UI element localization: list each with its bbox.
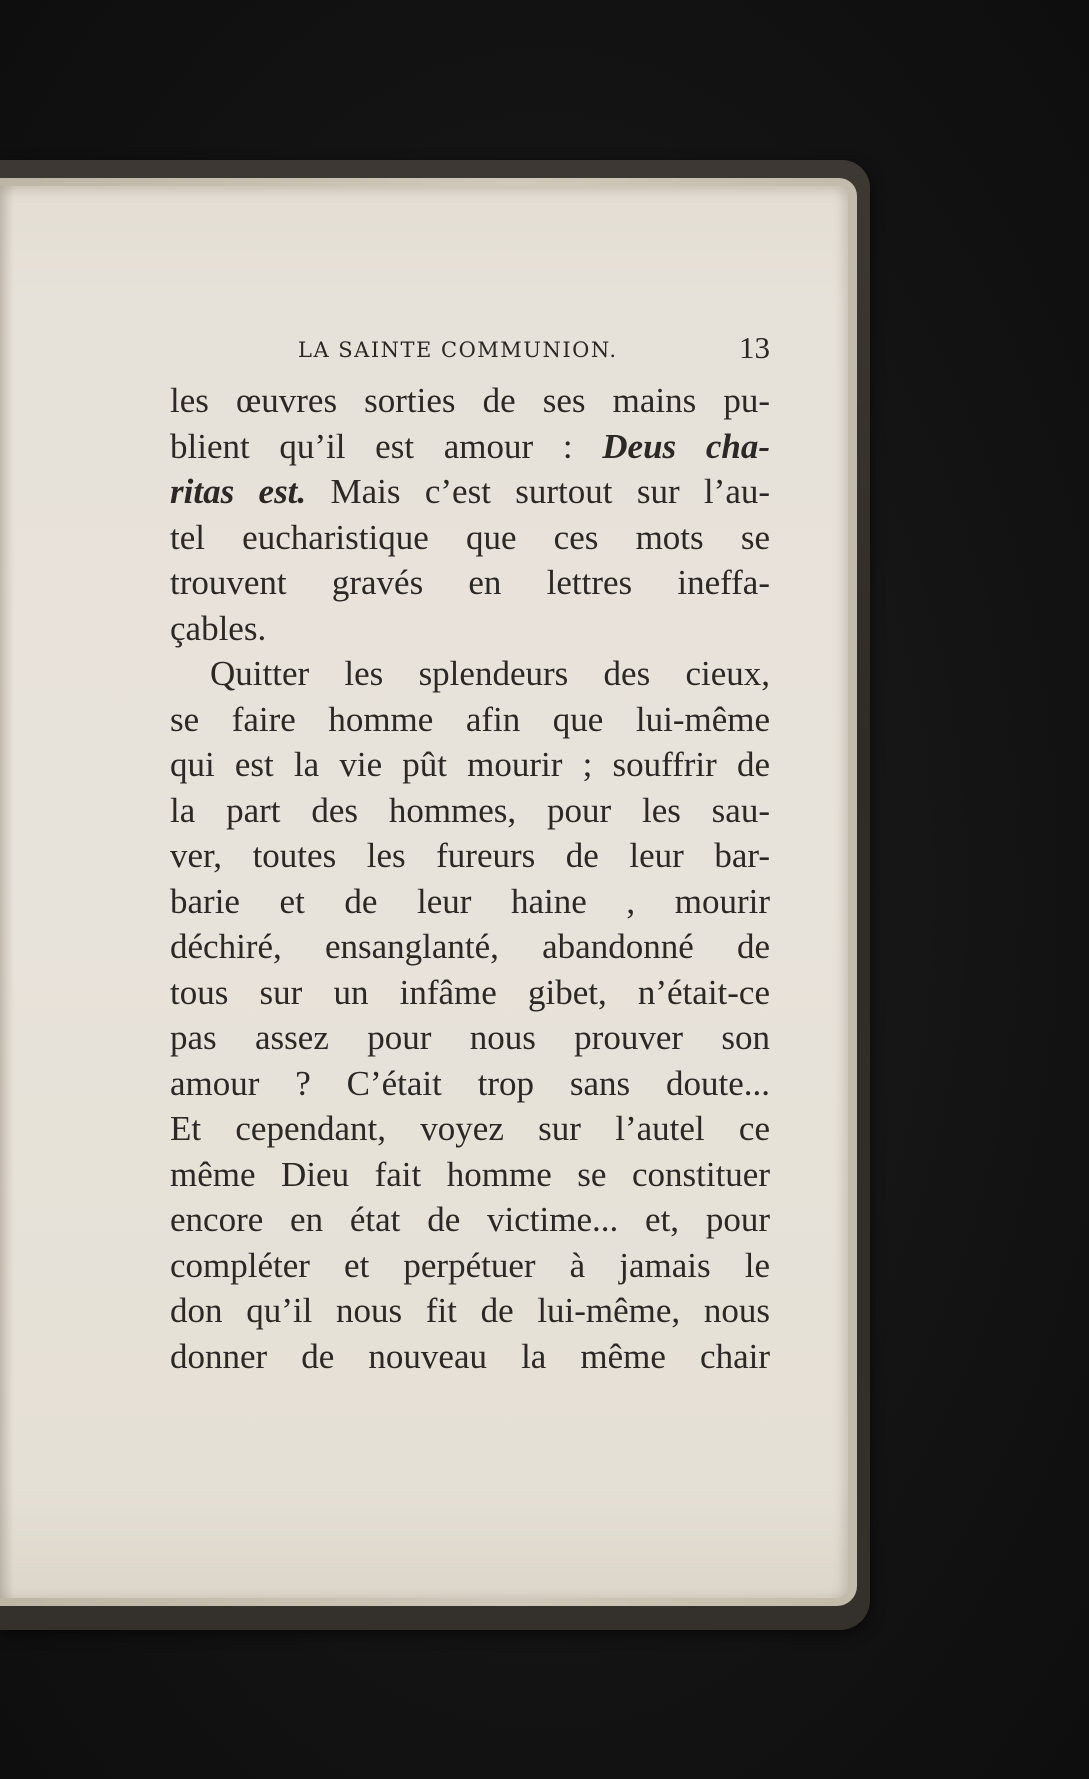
page-gutter-shadow (0, 186, 14, 1598)
text-line: se faire homme afin que lui-même (170, 699, 770, 739)
running-title: LA SAINTE COMMUNION. (298, 338, 618, 362)
text-line: encore en état de victime... et, pour (170, 1200, 770, 1239)
text-line (170, 469, 770, 515)
text-line: amour ? C’était trop sans doute... (170, 1063, 770, 1103)
paragraph-first-line: Quitter les splendeurs des cieux, (210, 654, 770, 693)
body-text (170, 378, 770, 1379)
text-line: çables. (170, 608, 267, 648)
text-line: ver, toutes les fureurs de leur bar- (170, 836, 770, 875)
italic-latin-phrase: ritas est. (170, 472, 307, 511)
text-line (170, 424, 770, 470)
text-line: déchiré, ensanglanté, abandonné de (170, 927, 770, 966)
text-line: donner de nouveau la même chair (170, 1336, 770, 1376)
text-line: barie et de leur haine , mourir (170, 881, 770, 921)
text-line: les œuvres sorties de ses mains pu- (170, 381, 770, 420)
text-line: qui est la vie pût mourir ; souffrir de (170, 745, 770, 784)
text-line: tel eucharistique que ces mots se (170, 517, 770, 557)
text-line: même Dieu fait homme se constituer (170, 1154, 770, 1194)
page-header (170, 330, 770, 370)
text-line: don qu’il nous fit de lui-même, nous (170, 1291, 770, 1330)
page-number: 13 (739, 330, 770, 365)
text-line: compléter et perpétuer à jamais le (170, 1245, 770, 1285)
text-line: tous sur un infâme gibet, n’était-ce (170, 972, 770, 1012)
text-line: Et cependant, voyez sur l’autel ce (170, 1109, 770, 1148)
line-segment: blient qu’il est amour : (170, 426, 603, 466)
line-segment: Mais c’est surtout sur l’au- (306, 472, 771, 511)
text-line: trouvent gravés en lettres ineffa- (170, 563, 770, 602)
text-line: pas assez pour nous prouver son (170, 1018, 770, 1057)
italic-latin-phrase: Deus cha- (602, 426, 771, 466)
text-line: la part des hommes, pour les sau- (170, 790, 770, 830)
